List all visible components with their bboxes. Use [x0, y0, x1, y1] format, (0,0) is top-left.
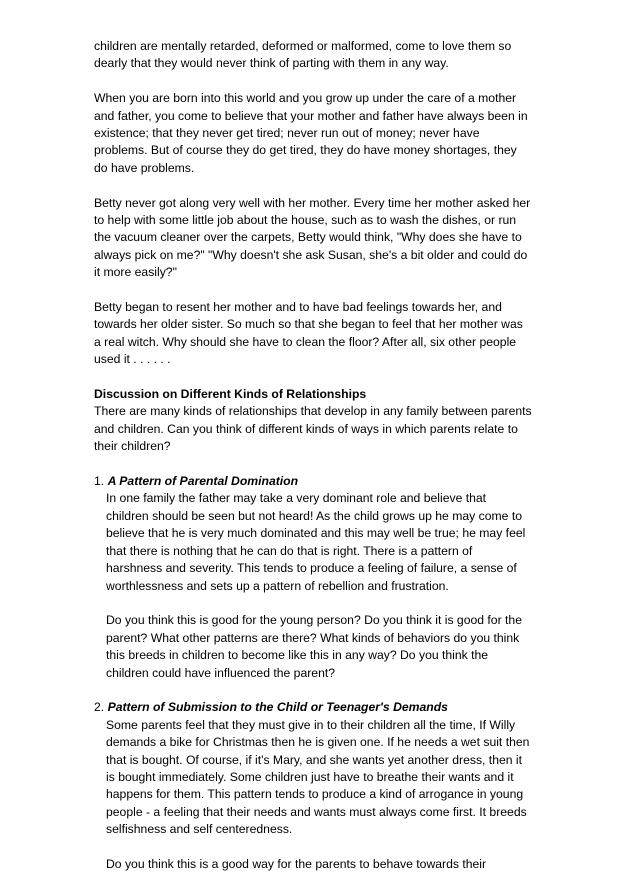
text-line: believe that he is very much dominated and this may well be true; he may feel — [106, 526, 526, 541]
text-line: In one family the father may take a very dominant role and believe that — [106, 491, 487, 506]
text-line: and children. Can you think of different kinds of ways in which parents relate to — [94, 421, 518, 436]
list-item-title: A Pattern of Parental Domination — [107, 474, 299, 489]
text-line: children could have influenced the parent? — [106, 665, 336, 680]
list-item — [94, 699, 554, 873]
text-line: existence; that they never get tired; never run out of money; never have — [94, 126, 480, 141]
text-line: demands a bike for Christmas then he is given one. If he needs a wet suit then — [106, 735, 530, 750]
text-line: When you are born into this world and you grow up under the care of a mother — [94, 91, 517, 106]
paragraph-parents — [94, 90, 554, 177]
list-item-paragraph — [106, 490, 554, 594]
text-line: that there is nothing that he can do that is right. There is a pattern of — [106, 543, 473, 558]
text-line: Do you think this is good for the young person? Do you think it is good for the — [106, 613, 522, 628]
text-line: the vacuum cleaner over the carpets, Betty would think, "Why does she have to — [94, 230, 522, 245]
list-item-heading — [94, 473, 554, 490]
text-line: harshness and severity. This tends to produce a feeling of failure, a sense of — [106, 561, 517, 576]
paragraph-intro — [94, 38, 554, 73]
document-body — [94, 38, 554, 873]
text-line: Betty began to resent her mother and to have bad feelings towards her, and — [94, 300, 502, 315]
list-item-heading — [94, 699, 554, 716]
text-line: people - a feeling that their needs and wants must always come first. It breeds — [106, 804, 527, 819]
text-line: it more easily?" — [94, 265, 177, 280]
list-item-number: 2. — [94, 700, 105, 715]
text-line: and father, you come to believe that your mother and father have always been in — [94, 108, 528, 123]
text-line: do have problems. — [94, 160, 195, 175]
list-item-paragraph — [106, 612, 554, 682]
text-line: selfishness and self centeredness. — [106, 822, 293, 837]
text-line: Do you think this is a good way for the parents to behave towards their — [106, 856, 487, 871]
text-line: happens for them. This pattern tends to produce a kind of arrogance in young — [106, 787, 524, 802]
text-line: There are many kinds of relationships that develop in any family between parents — [94, 404, 532, 419]
list-item — [94, 473, 554, 682]
discussion-section — [94, 386, 554, 456]
text-line: used it . . . . . . — [94, 352, 171, 367]
list-item-paragraph — [106, 856, 554, 873]
text-line: always pick on me?" "Why doesn't she ask Susan, she's a bit older and could do — [94, 247, 528, 262]
text-line: dearly that they would never think of parting with them in any way. — [94, 56, 449, 71]
text-line: Some parents feel that they must give in to their children all the time, If Willy — [106, 717, 516, 732]
text-line: problems. But of course they do get tired, they do have money shortages, they — [94, 143, 517, 158]
text-line: is bought immediately. Some children just have to breathe their wants and it — [106, 769, 514, 784]
list-item-body — [94, 717, 554, 873]
paragraph-betty-mother — [94, 195, 554, 282]
text-line: children are mentally retarded, deformed or malformed, come to love them so — [94, 39, 512, 53]
text-line: parent? What other patterns are there? What kinds of behaviors do you think — [106, 630, 520, 645]
text-line: that is bought. Of course, if it's Mary, and she wants yet another dress, then it — [106, 752, 523, 767]
text-line: worthlessness and sets up a pattern of rebellion and frustration. — [106, 578, 449, 593]
text-line: towards her older sister. So much so that she began to feel that her mother was — [94, 317, 523, 332]
text-line: Betty never got along very well with her mother. Every time her mother asked her — [94, 195, 531, 210]
list-item-title: Pattern of Submission to the Child or Teenager's Demands — [107, 700, 448, 715]
text-line: a real witch. Why should she have to clean the floor? After all, six other people — [94, 334, 517, 349]
list-item-paragraph — [106, 717, 554, 839]
paragraph-betty-resent — [94, 299, 554, 369]
text-line: children should be seen but not heard! As the child grows up he may come to — [106, 508, 522, 523]
text-line: their children? — [94, 439, 171, 454]
list-item-body — [94, 490, 554, 681]
text-line: to help with some little job about the house, such as to wash the dishes, or run — [94, 213, 517, 228]
text-line: this breeds in children to become like this in any way? Do you think the — [106, 648, 489, 663]
list-item-number: 1. — [94, 474, 105, 489]
section-heading: Discussion on Different Kinds of Relationships — [94, 387, 367, 402]
